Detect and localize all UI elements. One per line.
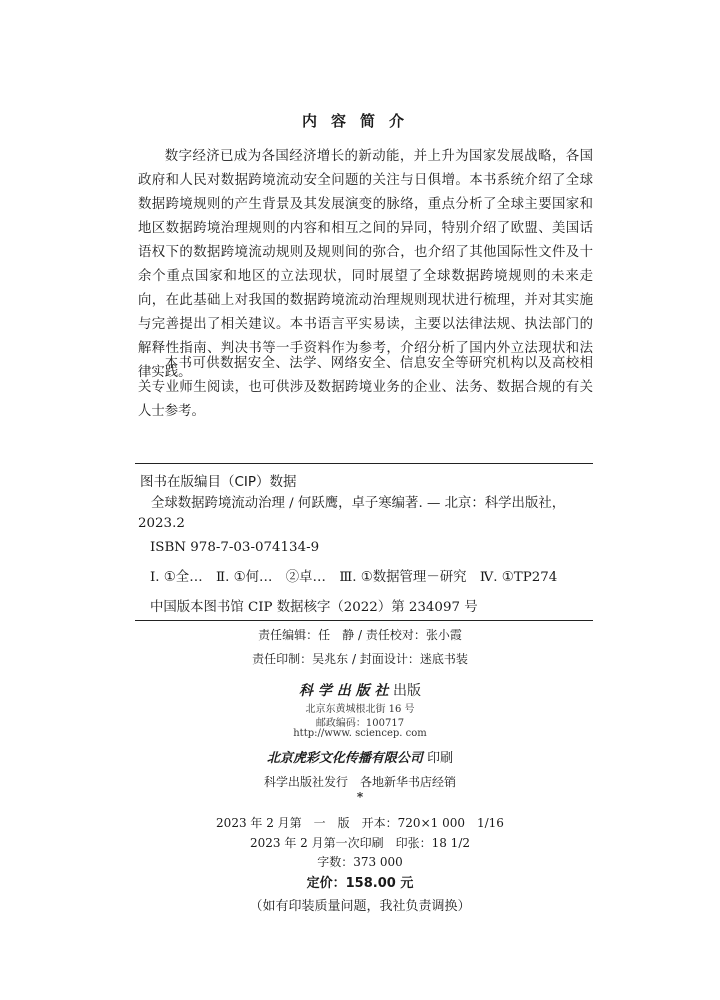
summary-paragraph-1-text: 数字经济已成为各国经济增长的新动能，并上升为国家发展战略，各国政府和人民对数据跨境流动安全问题的关注与日俱增。本书系统介绍了全球数据跨境规则的产生背景及其发展演变的脉络，重点分析了全球主要国家和地区数据跨境治理规则的内容和相互之间的异同，特别介绍了欧盟、美国话语权下的数据跨境流动规则及规则间的弥合，也介绍了其他国际性文件及十余个重点国家和地区的立法现状，同时展望了全球数据跨境规则的未来走向，在此基础上对我国的数据跨境流动治理规则现状进行梳理，并对其实施与完善提出了相关建议。本书语言平实易读，主要以法律法规、执法部门的解释性指南、判决书等一手资料作为参考，介绍分析了国内外立法现状和法律实践。 <box>138 149 593 380</box>
distribution: 科学出版社发行 各地新华书店经销 <box>263 775 456 789</box>
printer-suffix: 印刷 <box>427 751 454 766</box>
quality-notice: （如有印装质量问题，我社负责调换） <box>249 899 471 914</box>
printer-name: 北京虎彩文化传播有限公司 <box>266 751 423 766</box>
publisher-suffix: 出版 <box>392 683 421 699</box>
edition-line-2: 2023 年 2 月第一次印刷 印张：18 1/2 <box>249 836 470 850</box>
publisher-name: 科 学 出 版 社 <box>299 683 389 699</box>
summary-paragraph-2 <box>138 352 593 424</box>
publisher-line <box>0 680 720 700</box>
cip-heading: 图书在版编目（CIP）数据 <box>140 474 297 490</box>
credits-editors: 责任编辑：任 静 / 责任校对：张小霞 <box>258 628 462 642</box>
edition-line-1: 2023 年 2 月第 一 版 开本：720×1 000 1/16 <box>216 816 504 830</box>
separator-star: * <box>356 790 364 804</box>
price: 定价：158.00 元 <box>306 876 414 891</box>
summary-paragraph-1 <box>138 145 593 385</box>
cip-classification: Ⅰ. ①全… Ⅱ. ①何… ②卓… Ⅲ. ①数据管理－研究 Ⅳ. ①TP274 <box>150 570 558 585</box>
cip-bottom-rule <box>135 620 593 621</box>
cip-number: 中国版本图书馆 CIP 数据核字（2022）第 234097 号 <box>150 600 478 615</box>
cip-isbn: ISBN 978-7-03-074134-9 <box>150 540 320 555</box>
cip-entry: 全球数据跨境流动治理 / 何跃鹰，卓子寒编著. — 北京：科学出版社，2023.2 <box>138 496 566 531</box>
publisher-url: http://www. sciencep. com <box>293 728 427 739</box>
publisher-postcode: 邮政编码：100717 <box>315 718 405 729</box>
word-count: 字数：373 000 <box>317 855 403 869</box>
summary-paragraph-2-text: 本书可供数据安全、法学、网络安全、信息安全等研究机构以及高校相关专业师生阅读，也可供涉及数据跨境业务的企业、法务、数据合规的有关人士参考。 <box>138 356 593 419</box>
publisher-address: 北京东黄城根北街 16 号 <box>305 704 415 715</box>
summary-title: 内容简介 <box>301 112 418 130</box>
cip-top-rule <box>135 463 593 464</box>
credits-printing-design: 责任印制：吴兆东 / 封面设计：迷底书装 <box>252 652 468 666</box>
printer-line <box>0 747 720 766</box>
